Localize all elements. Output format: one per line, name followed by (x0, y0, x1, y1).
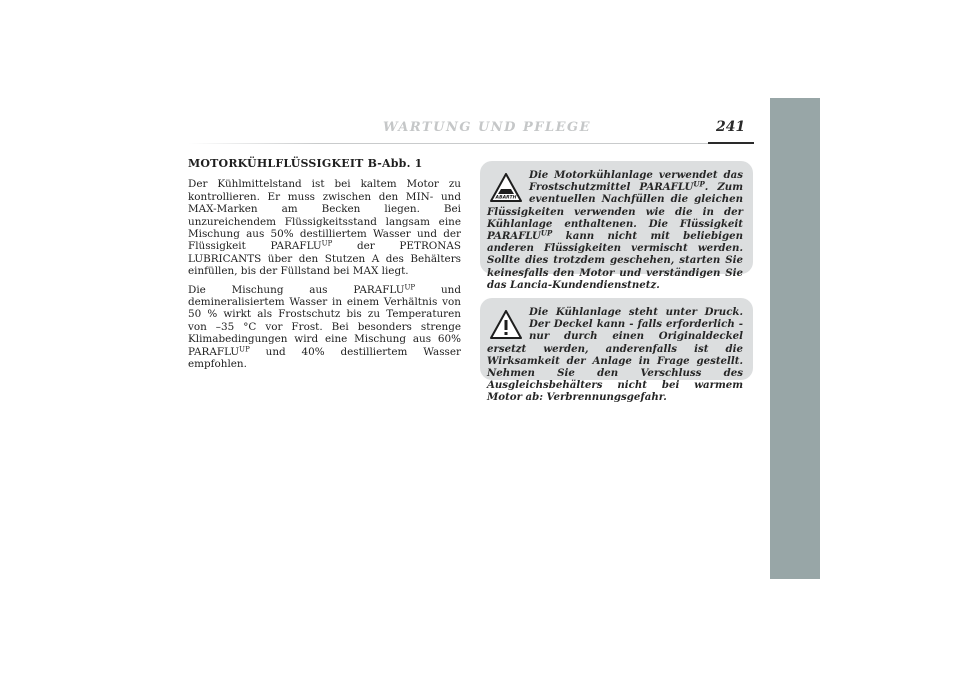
header-rule-accent (708, 142, 754, 144)
car-with-oil-drop-icon (489, 173, 523, 203)
header-rule (188, 143, 708, 144)
page-number: 241 (716, 119, 746, 135)
note-box-pressure-warning: Die Kühlanlage steht unter Druck. Der Deckel kann - falls erforderlich - nur durch einen Originaldeckel ersetzt werden, anderenfalls ist die Wirksamkeit der Anlage in Frage gestellt. Nehmen Sie den Verschluss des Ausgleichsbehälters nicht bei warmem Motor ab: Verbrennungsgefahr. (480, 298, 753, 380)
note-box-antifreeze: ABARTH Die Motorkühlanlage verwendet das Frostschutzmittel $PARAFLU^{UP}$. Zum eventuellen Nachfüllen die gleichen Flüssigkeiten verwenden wie die in der Kühlanlage enthaltenen. Die Flüssigkeit $PARAFLU^{UP}$ kann nicht mit beliebigen anderen Flüssigkeiten vermischt werden. Sollte dies trotzdem geschehen, starten Sie keinesfalls den Motor und verständigen Sie das Lancia-Kundendienstnetz. (480, 161, 753, 274)
paragraph-coolant-level: Der Kühlmittelstand ist bei kaltem Motor zu kontrollieren. Er muss zwischen den MIN- und MAX-Marken am Becken liegen. Bei unzureichendem Flüssigkeitsstand langsam eine Mischung aus 50% destilliertem Wasser und der Flüssigkeit $PARAFLU^{UP}$ der PETRONAS LUBRICANTS über den Stutzen A des Behälters einfüllen, bis der Füllstand bei MAX liegt. (188, 178, 461, 278)
paragraph-mixture: Die Mischung aus $PARAFLU^{UP}$ und demineralisiertem Wasser in einem Verhältnis von 50 % wirkt als Frostschutz bis zu Temperaturen von –35 °C vor Frost. Bei besonders strenge Klimabedingungen wird eine Mischung aus 60% $PARAFLU^{UP}$ und 40% destilliertem Wasser empfohlen. (188, 283, 461, 371)
chapter-side-tab (770, 98, 820, 579)
icon-brand-text: ABARTH (495, 195, 517, 201)
section-header-title: WARTUNG UND PFLEGE (383, 120, 592, 135)
main-text-column (188, 158, 461, 377)
warning-triangle-icon (489, 310, 523, 340)
section-heading: MOTORKÜHLFLÜSSIGKEIT B-Abb. 1 (188, 157, 423, 170)
